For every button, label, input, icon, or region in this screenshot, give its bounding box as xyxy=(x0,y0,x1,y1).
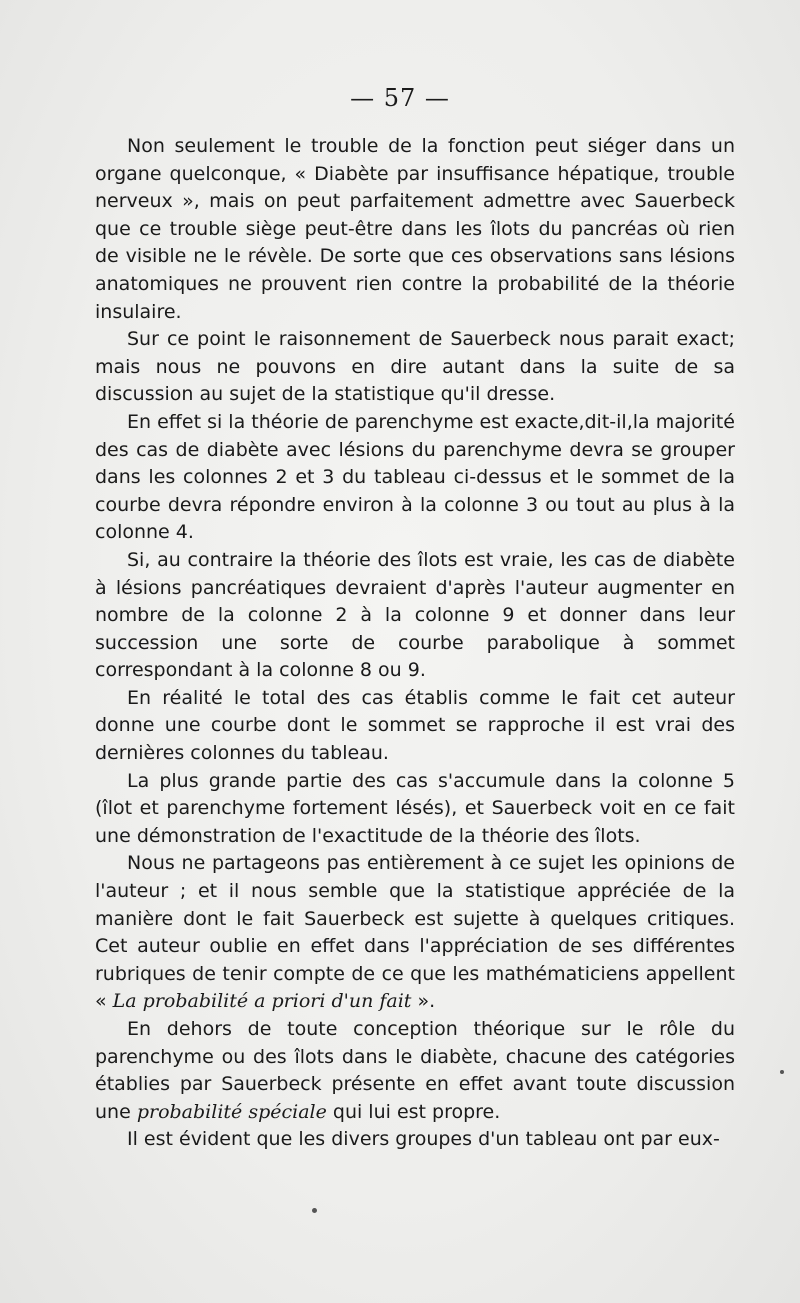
paragraph-3: En effet si la théorie de parenchyme est exacte,dit-il,la majorité des cas de diabète avec lésions du parenchyme devra se grouper dans les colonnes 2 et 3 du tableau ci-dessus et le sommet de la courbe devra répondre environ à la colonne 3 ou tout au plus à la colonne 4. xyxy=(95,410,735,544)
paragraph-8-italic: probabilité spéciale xyxy=(136,1100,327,1123)
body-text xyxy=(95,133,735,1154)
paragraph-7-end: ». xyxy=(411,990,436,1013)
page-number: — 57 — xyxy=(350,84,450,112)
paragraph-1: Non seulement le trouble de la fonction peut siéger dans un organe quelconque, « Diabète par insuffisance hépatique, trouble nerveux », mais on peut parfaitement admettre avec Sauerbeck que ce trouble siège peut-être dans les îlots du pancréas où rien de visible ne le révèle. De sorte que ces observations sans lésions anatomiques ne prouvent rien contre la probabilité de la théorie insulaire. xyxy=(95,135,735,323)
paragraph-5: En réalité le total des cas établis comme le fait cet auteur donne une courbe dont le sommet se rapproche il est vrai des dernières colonnes du tableau. xyxy=(95,686,735,765)
paragraph-8-text: En dehors de toute conception théorique sur le rôle du parenchyme ou des îlots dans le diabète, chacune des catégories établies par Sauerbeck présente en effet avant toute discussion une xyxy=(95,1018,735,1123)
paragraph-2: Sur ce point le raisonnement de Sauerbeck nous parait exact; mais nous ne pouvons en dire autant dans la suite de sa discussion au sujet de la statistique qu'il dresse. xyxy=(95,328,735,406)
ink-speck xyxy=(312,1208,317,1213)
paragraph-8-end: qui lui est propre. xyxy=(326,1100,501,1123)
paragraph-4: Si, au contraire la théorie des îlots est vraie, les cas de diabète à lésions pancréatiques devraient d'après l'auteur augmenter en nombre de la colonne 2 à la colonne 9 et donner dans leur succession une sorte de courbe parabolique à sommet correspondant à la colonne 8 ou 9. xyxy=(95,548,735,682)
paragraph-6: La plus grande partie des cas s'accumule dans la colonne 5 (îlot et parenchyme fortement lésés), et Sauerbeck voit en ce fait une démonstration de l'exactitude de la théorie des îlots. xyxy=(95,769,735,847)
paragraph-7 xyxy=(95,850,735,1016)
ink-speck xyxy=(780,1070,784,1074)
paragraph-7-text: Nous ne partageons pas entièrement à ce sujet les opinions de l'auteur ; et il nous semble que la statistique appréciée de la manière dont le fait Sauerbeck est sujette à quelques critiques. Cet auteur oublie en effet dans l'appréciation de ses différentes rubriques de tenir compte de ce que les mathématiciens appellent « xyxy=(95,852,735,1013)
paragraph-7-italic: La probabilité a priori d'un fait xyxy=(112,990,412,1013)
paragraph-8 xyxy=(95,1016,735,1126)
paragraph-9: Il est évident que les divers groupes d'un tableau ont par eux- xyxy=(127,1128,720,1151)
